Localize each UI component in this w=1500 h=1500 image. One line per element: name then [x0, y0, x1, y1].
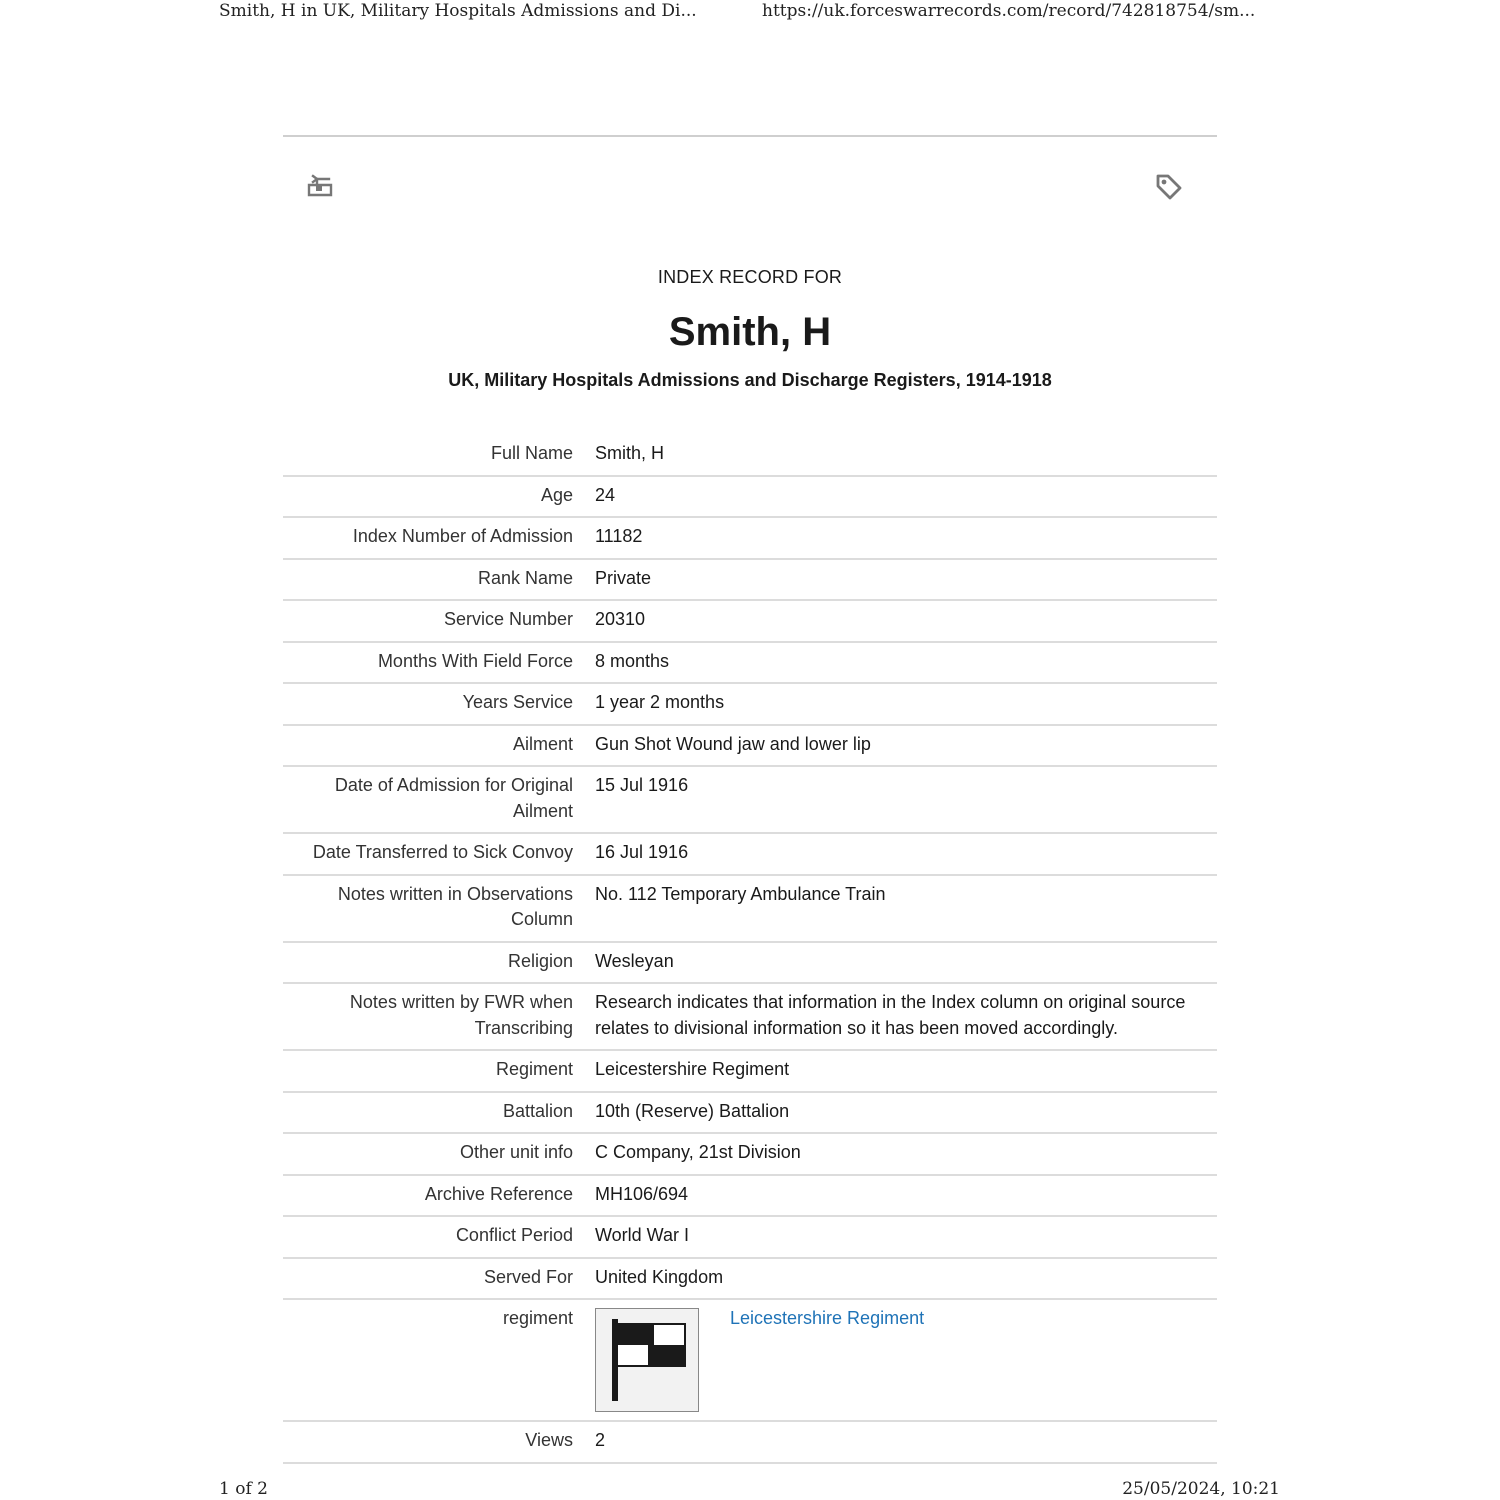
row-value: Research indicates that information in the Index column on original source relates to divisional information so it has been moved accordingly.: [595, 992, 1186, 1038]
record-row-age: [283, 477, 1217, 519]
back-arrow-icon[interactable]: [305, 173, 335, 199]
row-value: World War I: [595, 1225, 690, 1245]
record-name-title: Smith, H: [668, 310, 832, 354]
row-value: 1 year 2 months: [595, 692, 725, 712]
row-label: Views: [525, 1430, 573, 1450]
record-row-date-admission: [283, 767, 1217, 834]
record-row-years-service: [283, 684, 1217, 726]
flag-icon: [604, 1317, 690, 1403]
record-row-religion: [283, 943, 1217, 985]
print-header-url: https://uk.forceswarrecords.com/record/742818754/sm...: [762, 1, 1256, 21]
row-label: Notes written in Observations Column: [337, 883, 573, 929]
record-row-conflict-period: [283, 1217, 1217, 1259]
views-count: 2: [595, 1430, 606, 1450]
row-label: Regiment: [495, 1059, 573, 1079]
row-value: C Company, 21st Division: [595, 1142, 801, 1162]
row-label: Rank Name: [477, 567, 573, 588]
row-label: Other unit info: [459, 1142, 573, 1162]
record-row-served-for: [283, 1259, 1217, 1301]
row-label: Served For: [483, 1266, 573, 1287]
row-label: Date Transferred to Sick Convoy: [312, 842, 573, 862]
row-label: Index Number of Admission: [352, 526, 573, 546]
record-row-regiment: [283, 1051, 1217, 1093]
row-label: Conflict Period: [455, 1225, 573, 1245]
regiment-link[interactable]: Leicestershire Regiment: [730, 1308, 925, 1328]
record-row-rank: [283, 560, 1217, 602]
record-row-battalion: [283, 1093, 1217, 1135]
print-header-title: Smith, H in UK, Military Hospitals Admissions and Di...: [219, 1, 697, 21]
record-row-observations-notes: [283, 876, 1217, 943]
row-label: Full Name: [490, 443, 573, 463]
row-value: Private: [595, 567, 652, 588]
print-datetime: 25/05/2024, 10:21: [1122, 1479, 1280, 1499]
record-row-regiment-link: [283, 1300, 1217, 1422]
record-row-date-transferred: [283, 834, 1217, 876]
row-value: Smith, H: [595, 443, 665, 463]
dataset-title: UK, Military Hospitals Admissions and Discharge Registers, 1914-1918: [448, 370, 1052, 390]
row-value: 24: [595, 484, 616, 505]
row-value: Gun Shot Wound jaw and lower lip: [595, 733, 871, 754]
row-label: Date of Admission for Original Ailment: [334, 775, 573, 821]
row-label: Archive Reference: [424, 1183, 573, 1204]
row-label: Notes written by FWR when Transcribing: [349, 992, 573, 1038]
regiment-thumbnail[interactable]: [595, 1308, 699, 1412]
row-value: 15 Jul 1916: [595, 775, 689, 795]
row-label: Ailment: [512, 733, 573, 754]
row-value: 20310: [595, 609, 646, 629]
row-value: Leicestershire Regiment: [595, 1059, 790, 1079]
row-value: No. 112 Temporary Ambulance Train: [595, 883, 886, 904]
row-value: 10th (Reserve) Battalion: [595, 1100, 790, 1121]
row-value: 8 months: [595, 650, 670, 671]
record-row-ailment: [283, 726, 1217, 768]
record-row-index-number: [283, 518, 1217, 560]
record-row-service-number: [283, 601, 1217, 643]
record-row-archive-reference: [283, 1176, 1217, 1218]
row-label: Battalion: [502, 1100, 573, 1121]
row-value: Wesleyan: [595, 950, 674, 971]
index-record-kicker: INDEX RECORD FOR: [657, 267, 843, 287]
record-row-views: [283, 1422, 1217, 1464]
row-value: United Kingdom: [595, 1266, 724, 1287]
record-details-list: [283, 435, 1217, 1464]
row-label: Service Number: [443, 609, 573, 629]
record-row-months-field-force: [283, 643, 1217, 685]
record-row-fwr-notes: [283, 984, 1217, 1051]
row-label: Age: [540, 484, 573, 505]
row-label: regiment: [502, 1308, 573, 1328]
top-divider: [283, 135, 1217, 137]
row-label: Years Service: [462, 692, 573, 712]
page-number: 1 of 2: [219, 1479, 268, 1499]
record-row-other-unit-info: [283, 1134, 1217, 1176]
regiment-block: [595, 1306, 1195, 1412]
tag-icon[interactable]: [1155, 173, 1183, 201]
row-value: 11182: [595, 526, 643, 546]
row-value: MH106/694: [595, 1183, 689, 1204]
row-label: Months With Field Force: [377, 650, 573, 671]
row-label: Religion: [507, 950, 573, 971]
record-row-full-name: [283, 435, 1217, 477]
row-value: 16 Jul 1916: [595, 842, 689, 862]
